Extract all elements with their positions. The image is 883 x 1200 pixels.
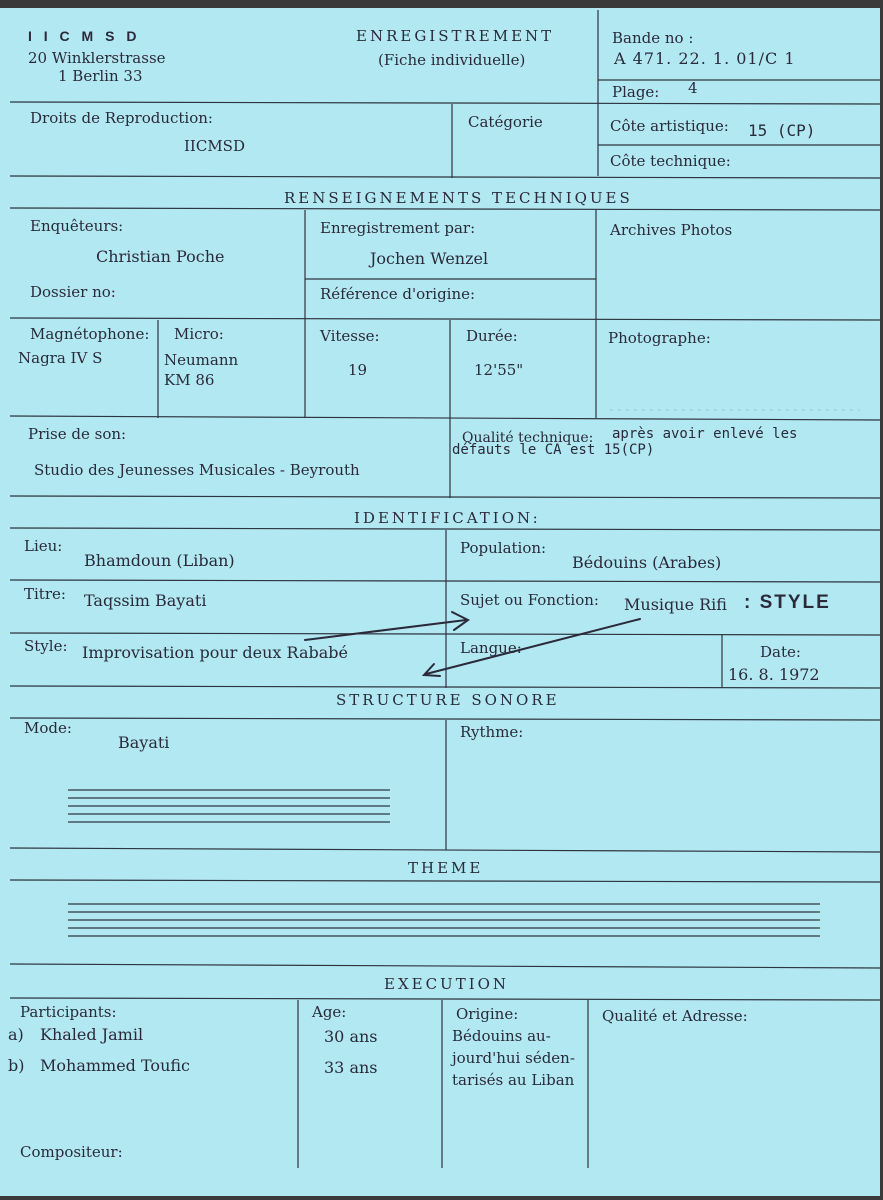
cote-technique-label: Côte technique:: [610, 152, 731, 170]
droits-label: Droits de Reproduction:: [30, 109, 213, 127]
langue-label: Langue:: [460, 639, 522, 657]
qualite-technique-value-line-1: après avoir enlevé les: [612, 426, 798, 442]
plage-label: Plage:: [612, 83, 660, 101]
participants-label: Participants:: [20, 1003, 117, 1021]
dossier-label: Dossier no:: [30, 283, 116, 301]
bande-label: Bande no :: [612, 29, 694, 47]
mode-label: Mode:: [24, 719, 72, 737]
magnetophone-label: Magnétophone:: [30, 325, 150, 343]
droits-value: IICMSD: [184, 137, 245, 155]
titre-value: Taqssim Bayati: [84, 591, 207, 610]
qualite-technique-value-line-2: défauts le CA est 15(CP): [452, 442, 655, 458]
enregistrement-par-label: Enregistrement par:: [320, 219, 476, 237]
photographe-label: Photographe:: [608, 329, 711, 347]
participant-b-age: 33 ans: [324, 1058, 378, 1077]
sujet-label: Sujet ou Fonction:: [460, 591, 599, 609]
micro-value-line-2: KM 86: [164, 371, 215, 389]
bande-value: A 471. 22. 1. 01/C 1: [614, 49, 796, 68]
duree-label: Durée:: [466, 327, 518, 345]
reference-origine-label: Référence d'origine:: [320, 285, 476, 303]
titre-label: Titre:: [24, 585, 66, 603]
enqueteurs-label: Enquêteurs:: [30, 217, 124, 235]
compositeur-label: Compositeur:: [20, 1143, 123, 1161]
qualite-adresse-label: Qualité et Adresse:: [602, 1007, 748, 1025]
vitesse-label: Vitesse:: [320, 327, 380, 345]
section-title-structure: STRUCTURE SONORE: [336, 691, 560, 709]
lieu-label: Lieu:: [24, 537, 63, 555]
section-title-techniques: RENSEIGNEMENTS TECHNIQUES: [284, 189, 633, 207]
lieu-value: Bhamdoun (Liban): [84, 551, 235, 570]
origine-line-1: Bédouins au-: [452, 1027, 551, 1045]
section-title-identification: IDENTIFICATION:: [354, 509, 541, 527]
form-title: ENREGISTREMENT: [356, 27, 555, 45]
enregistrement-par-value: Jochen Wenzel: [370, 249, 489, 268]
sujet-handwritten-note: : STYLE: [744, 592, 831, 613]
date-value: 16. 8. 1972: [728, 665, 820, 684]
magnetophone-value: Nagra IV S: [18, 349, 103, 367]
qualite-technique-label: Qualité technique:: [462, 430, 594, 446]
org-name: I I C M S D: [28, 28, 141, 44]
date-label: Date:: [760, 643, 801, 661]
archives-photos-label: Archives Photos: [610, 221, 733, 239]
participant-a-age: 30 ans: [324, 1027, 378, 1046]
cote-artistique-label: Côte artistique:: [610, 117, 729, 135]
record-sheet: [0, 8, 880, 1196]
participant-b-marker: b): [8, 1056, 25, 1075]
population-label: Population:: [460, 539, 547, 557]
origine-label: Origine:: [456, 1005, 519, 1023]
participant-a-name: Khaled Jamil: [40, 1025, 144, 1044]
prise-de-son-label: Prise de son:: [28, 425, 127, 443]
origine-line-3: tarisés au Liban: [452, 1071, 575, 1089]
sujet-value: Musique Rifi: [624, 595, 727, 614]
form-subtitle: (Fiche individuelle): [378, 51, 526, 69]
duree-value: 12'55": [474, 361, 524, 379]
style-label: Style:: [24, 637, 68, 655]
style-value: Improvisation pour deux Rababé: [82, 643, 348, 662]
rythme-label: Rythme:: [460, 723, 524, 741]
micro-label: Micro:: [174, 325, 224, 343]
address-line-1: 20 Winklerstrasse: [28, 49, 166, 67]
micro-value-line-1: Neumann: [164, 351, 239, 369]
prise-de-son-value: Studio des Jeunesses Musicales - Beyrouth: [34, 461, 360, 479]
enqueteurs-value: Christian Poche: [96, 247, 225, 266]
plage-value: 4: [688, 79, 698, 97]
address-line-2: 1 Berlin 33: [58, 67, 143, 85]
cote-artistique-value: 15 (CP): [748, 121, 816, 140]
mode-value: Bayati: [118, 733, 170, 752]
categorie-label: Catégorie: [468, 113, 543, 131]
origine-line-2: jourd'hui séden-: [452, 1049, 575, 1067]
section-title-execution: EXECUTION: [384, 975, 510, 993]
participant-b-name: Mohammed Toufic: [40, 1056, 190, 1075]
population-value: Bédouins (Arabes): [572, 553, 722, 572]
age-label: Age:: [312, 1003, 347, 1021]
section-title-theme: THEME: [408, 859, 484, 877]
participant-a-marker: a): [8, 1025, 24, 1044]
vitesse-value: 19: [348, 361, 368, 379]
